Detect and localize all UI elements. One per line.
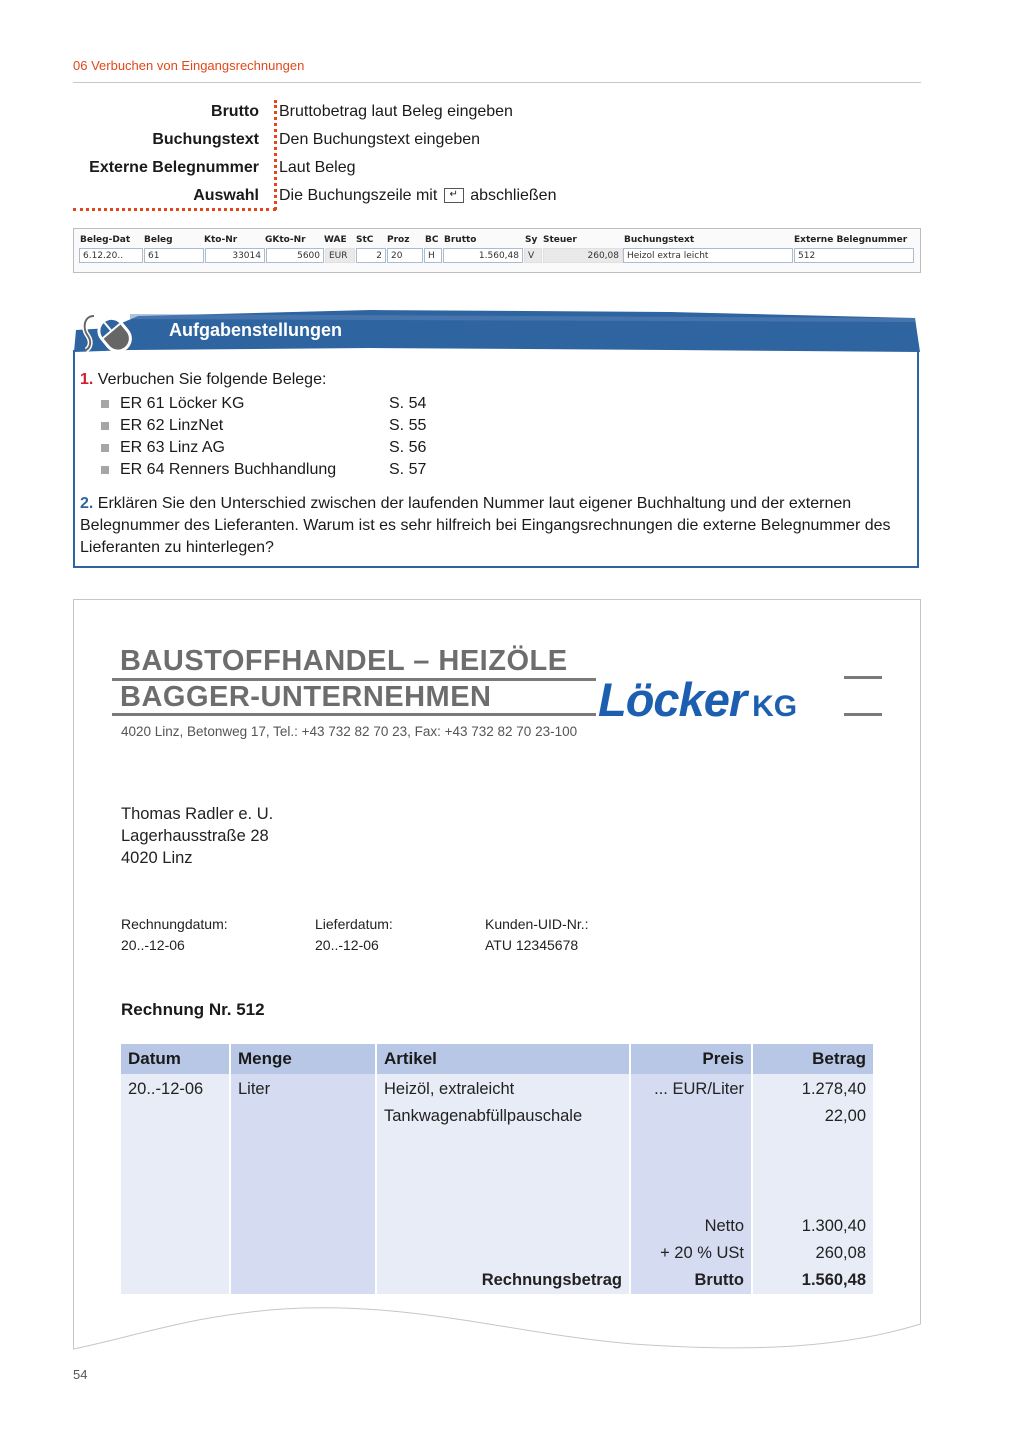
grid-field-beleg-dat[interactable]: 6.12.20.. xyxy=(79,248,143,263)
grid-field-beleg[interactable]: 61 xyxy=(144,248,204,263)
invoice-table xyxy=(121,1044,873,1294)
grid-field-sy[interactable]: V xyxy=(524,248,542,263)
cell-netto-value: 1.300,40 xyxy=(801,1217,866,1235)
column-header: Artikel xyxy=(377,1044,629,1074)
voucher-name: ER 63 Linz AG xyxy=(120,439,225,456)
grid-field-brutto[interactable]: 1.560,48 xyxy=(443,248,523,263)
cell-menge: Liter xyxy=(238,1080,271,1098)
company-logo xyxy=(598,672,797,727)
page-number: 54 xyxy=(73,1367,88,1382)
meta-delivery-date xyxy=(315,914,393,956)
booking-grid xyxy=(73,228,921,273)
grid-header: Externe Belegnummer xyxy=(794,235,908,245)
list-item xyxy=(101,393,426,415)
instruction-label: Buchungstext xyxy=(152,131,259,148)
grid-header: GKto-Nr xyxy=(265,235,306,245)
recipient-address xyxy=(121,803,273,869)
column-betrag xyxy=(753,1044,873,1294)
instruction-row xyxy=(73,154,673,182)
voucher-name: ER 64 Renners Buchhandlung xyxy=(120,461,337,478)
logo-rule xyxy=(844,713,882,716)
column-header: Datum xyxy=(121,1044,229,1074)
logo-rule xyxy=(844,676,882,679)
recipient-street: Lagerhausstraße 28 xyxy=(121,827,269,845)
list-item xyxy=(101,415,426,437)
column-header: Menge xyxy=(231,1044,375,1074)
dotted-rule xyxy=(73,208,276,211)
grid-field-proz[interactable]: 20 xyxy=(387,248,423,263)
cell-brutto-value: 1.560,48 xyxy=(801,1271,866,1289)
grid-header: Steuer xyxy=(543,235,577,245)
grid-header: BC xyxy=(425,235,439,245)
column-body xyxy=(753,1074,873,1294)
grid-header: Brutto xyxy=(444,235,477,245)
instruction-row xyxy=(73,98,673,126)
bullet-square-icon xyxy=(101,466,109,474)
grid-header: Sy xyxy=(525,235,538,245)
meta-value: 20..-12-06 xyxy=(315,937,379,953)
cell-brutto-label: Brutto xyxy=(694,1271,744,1289)
list-item xyxy=(101,459,426,481)
grid-header: Buchungstext xyxy=(624,235,695,245)
meta-label: Lieferdatum: xyxy=(315,916,393,932)
cell-ust-label: + 20 % USt xyxy=(660,1244,744,1262)
cell-betrag: 1.278,40 xyxy=(801,1080,866,1098)
instruction-desc: Bruttobetrag laut Beleg eingeben xyxy=(279,103,513,120)
recipient-city: 4020 Linz xyxy=(121,849,193,867)
cell-datum: 20..-12-06 xyxy=(128,1080,204,1098)
grid-header: WAE xyxy=(324,235,347,245)
task-number: 2. xyxy=(80,495,94,512)
voucher-page: S. 56 xyxy=(389,439,427,456)
grid-field-wae[interactable]: EUR xyxy=(325,248,355,263)
grid-header: Kto-Nr xyxy=(204,235,238,245)
company-header-line2: BAGGER-UNTERNEHMEN xyxy=(120,681,492,713)
instruction-label: Brutto xyxy=(211,103,259,120)
company-address: 4020 Linz, Betonweg 17, Tel.: +43 732 82 70 23, Fax: +43 732 82 70 23-100 xyxy=(121,724,578,739)
instruction-desc-after: abschließen xyxy=(470,187,557,204)
task-2 xyxy=(80,493,910,559)
task-text: Verbuchen Sie folgende Belege: xyxy=(97,371,327,388)
voucher-page: S. 57 xyxy=(389,461,427,478)
logo-name: Löcker xyxy=(598,673,747,726)
logo-suffix: KG xyxy=(752,690,798,723)
cell-ust-value: 260,08 xyxy=(815,1244,866,1262)
company-header-line1: BAUSTOFFHANDEL – HEIZÖLE xyxy=(120,645,568,677)
grid-field-buchungstext[interactable]: Heizol extra leicht xyxy=(623,248,793,263)
instruction-row xyxy=(73,182,673,210)
column-header: Preis xyxy=(631,1044,751,1074)
grid-field-stc[interactable]: 2 xyxy=(356,248,386,263)
recipient-name: Thomas Radler e. U. xyxy=(121,805,274,823)
task-1 xyxy=(80,371,326,389)
grid-field-bc[interactable]: H xyxy=(424,248,442,263)
bullet-square-icon xyxy=(101,400,109,408)
grid-field-kto-nr[interactable]: 33014 xyxy=(205,248,265,263)
meta-customer-uid xyxy=(485,914,588,956)
instruction-list xyxy=(73,98,673,210)
tasks-title: Aufgabenstellungen xyxy=(169,320,343,340)
grid-field-externe-belegnummer[interactable]: 512 xyxy=(794,248,914,263)
meta-label: Rechnungdatum: xyxy=(121,916,228,932)
enter-key-icon: ↵ xyxy=(444,188,464,203)
cell-netto-label: Netto xyxy=(704,1217,744,1235)
header-rule xyxy=(112,713,596,716)
grid-header: Beleg xyxy=(144,235,173,245)
instruction-desc: Den Buchungstext eingeben xyxy=(279,131,481,148)
invoice-title: Rechnung Nr. 512 xyxy=(121,1000,265,1019)
meta-value: ATU 12345678 xyxy=(485,937,579,953)
grid-field-steuer[interactable]: 260,08 xyxy=(543,248,623,263)
column-menge xyxy=(231,1044,375,1294)
instruction-desc xyxy=(269,187,556,205)
instruction-desc-before: Die Buchungszeile mit xyxy=(279,187,438,204)
grid-field-gkto-nr[interactable]: 5600 xyxy=(266,248,324,263)
column-body xyxy=(121,1074,229,1294)
voucher-list xyxy=(101,393,426,481)
meta-value: 20..-12-06 xyxy=(121,937,185,953)
column-preis xyxy=(631,1044,751,1294)
cell-rechnungsbetrag-label: Rechnungsbetrag xyxy=(481,1271,622,1289)
bullet-square-icon xyxy=(101,422,109,430)
column-body xyxy=(231,1074,375,1294)
voucher-page: S. 54 xyxy=(389,395,427,412)
grid-header: StC xyxy=(356,235,374,245)
voucher-name: ER 62 LinzNet xyxy=(120,417,224,434)
instruction-row xyxy=(73,126,673,154)
meta-label: Kunden-UID-Nr.: xyxy=(485,916,589,932)
voucher-name: ER 61 Löcker KG xyxy=(120,395,245,412)
task-number: 1. xyxy=(80,371,94,388)
column-body xyxy=(377,1074,629,1294)
task-text: Erklären Sie den Unterschied zwischen der laufenden Nummer laut eigener Buchhaltung und der externen Belegnummer des Lieferanten. Warum ist es sehr hilfreich bei Eingangsrechnungen die externe Belegnummer des Lieferanten zu hinterlegen? xyxy=(80,495,891,556)
column-datum xyxy=(121,1044,229,1294)
instruction-label: Auswahl xyxy=(193,187,259,204)
cell-artikel: Tankwagenabfüllpauschale xyxy=(384,1107,583,1125)
list-item xyxy=(101,437,426,459)
column-body xyxy=(631,1074,751,1294)
meta-invoice-date xyxy=(121,914,228,956)
cell-preis: ... EUR/Liter xyxy=(654,1080,744,1098)
bullet-square-icon xyxy=(101,444,109,452)
chapter-title: 06 Verbuchen von Eingangsrechnungen xyxy=(73,58,305,73)
instruction-label: Externe Belegnummer xyxy=(89,159,259,176)
cell-betrag: 22,00 xyxy=(824,1107,866,1125)
column-header: Betrag xyxy=(753,1044,873,1074)
column-artikel xyxy=(377,1044,629,1294)
voucher-page: S. 55 xyxy=(389,417,427,434)
dotted-separator xyxy=(274,100,277,210)
chapter-divider xyxy=(73,82,921,83)
cell-artikel: Heizöl, extraleicht xyxy=(384,1080,515,1098)
instruction-desc: Laut Beleg xyxy=(279,159,356,176)
grid-header: Beleg-Dat xyxy=(80,235,131,245)
grid-header: Proz xyxy=(387,235,410,245)
